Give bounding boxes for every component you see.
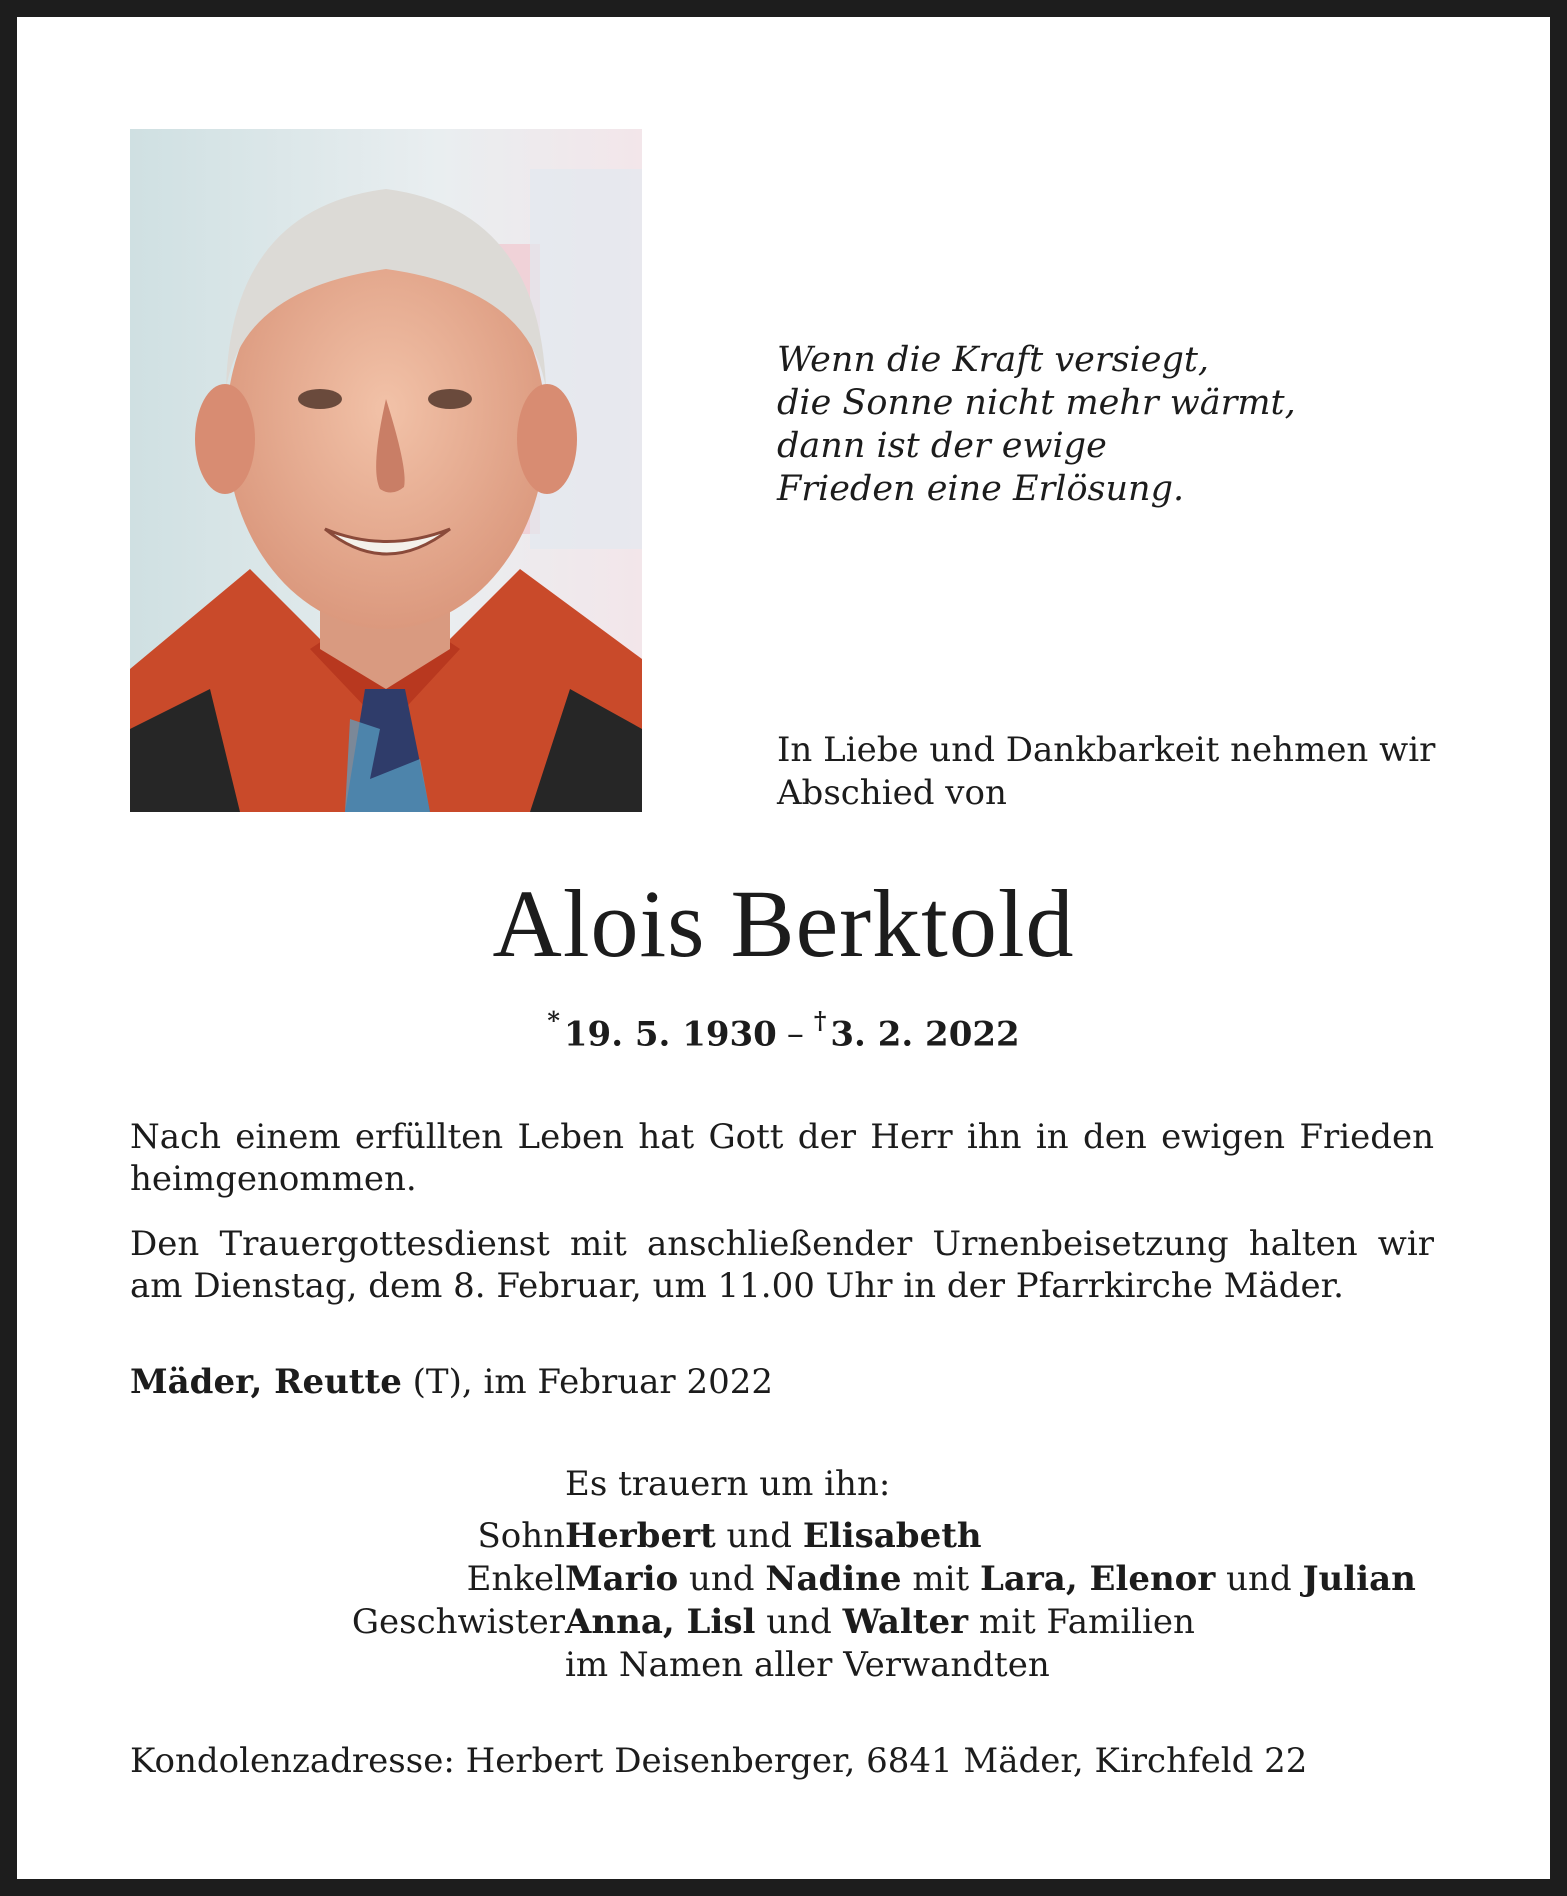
poem-line: die Sonne nicht mehr wärmt,	[777, 383, 1296, 423]
intro-line: In Liebe und Dankbarkeit nehmen wir	[777, 730, 1436, 770]
obituary-page	[17, 17, 1550, 1879]
place-date-line	[130, 1361, 773, 1403]
poem	[777, 339, 1296, 511]
mourner-relation: Geschwister	[351, 1602, 565, 1642]
mourner-name: Julian	[1302, 1559, 1416, 1599]
date-separator: –	[786, 1014, 804, 1055]
mourner-names	[565, 1601, 1195, 1644]
death-symbol: †	[813, 1006, 827, 1035]
mourner-name: Elisabeth	[802, 1516, 982, 1556]
mourner-name: Walter	[842, 1602, 969, 1642]
poem-line: dann ist der ewige	[777, 426, 1107, 466]
intro-text	[777, 729, 1435, 815]
mourner-connector: mit	[901, 1559, 980, 1599]
mourner-row	[17, 1515, 1550, 1558]
place-names: Mäder, Reutte	[130, 1362, 402, 1402]
mourner-names	[565, 1644, 1050, 1687]
paragraph-passing: Nach einem erfüllten Leben hat Gott der Herr ihn in den ewigen Frieden heimgenommen.	[130, 1117, 1434, 1199]
mourner-connector: und	[678, 1559, 766, 1599]
mourner-row	[17, 1558, 1550, 1601]
deceased-name: Alois Berktold	[492, 870, 1075, 977]
poem-line: Frieden eine Erlösung.	[777, 469, 1185, 509]
mourner-relation: Enkel	[466, 1559, 565, 1599]
mourner-names	[565, 1558, 1416, 1601]
mourner-connector: mit Familien	[968, 1602, 1195, 1642]
mourners-list	[17, 1515, 1550, 1687]
birth-date: 19. 5. 1930	[563, 1014, 777, 1055]
condolence-address: Kondolenzadresse: Herbert Deisenberger, 6841 Mäder, Kirchfeld 22	[130, 1741, 1308, 1781]
mourner-name: Nadine	[765, 1559, 902, 1599]
mourner-connector: und	[755, 1602, 843, 1642]
mourners-heading: Es trauern um ihn:	[565, 1464, 891, 1504]
mourner-connector: und	[715, 1516, 803, 1556]
mourner-connector: im Namen aller Verwandten	[565, 1645, 1050, 1685]
paragraph-service: Den Trauergottesdienst mit anschließender Urnenbeisetzung halten wir am Dienstag, dem 8. Februar, um 11.00 Uhr in der Pfarrkirche Mäder.	[130, 1224, 1434, 1306]
life-dates	[17, 1003, 1550, 1056]
death-date: 3. 2. 2022	[830, 1014, 1020, 1055]
mourner-name: Mario	[565, 1559, 679, 1599]
intro-line: Abschied von	[777, 773, 1007, 813]
mourner-relation: Sohn	[477, 1516, 565, 1556]
mourner-row	[17, 1601, 1550, 1644]
mourner-names	[565, 1515, 982, 1558]
mourner-connector: und	[1215, 1559, 1303, 1599]
birth-symbol: *	[547, 1006, 560, 1035]
poem-line: Wenn die Kraft versiegt,	[777, 340, 1210, 380]
place-rest: (T), im Februar 2022	[401, 1362, 774, 1402]
mourner-name: Lara, Elenor	[979, 1559, 1216, 1599]
mourner-name: Anna, Lisl	[565, 1602, 756, 1642]
mourner-row	[17, 1644, 1550, 1687]
mourner-name: Herbert	[565, 1516, 716, 1556]
portrait-photo	[130, 129, 642, 812]
